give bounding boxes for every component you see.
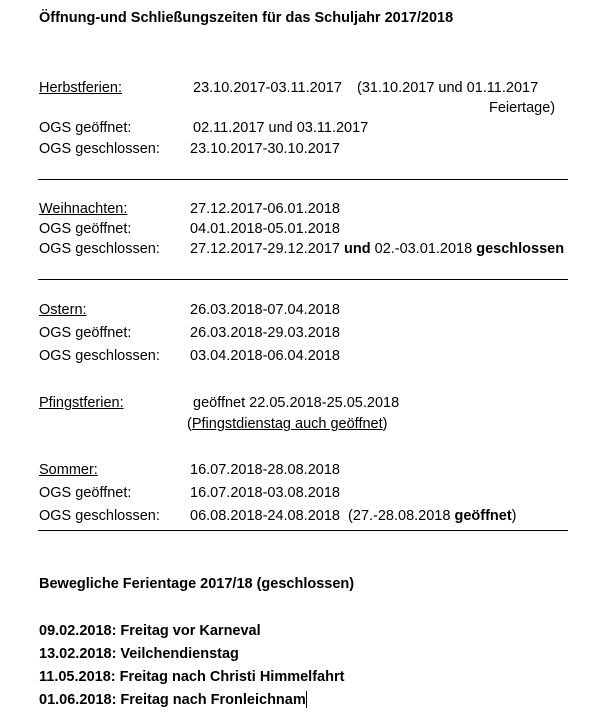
pfingsten-note-text: Pfingstdienstag auch geöffnet: [191, 416, 383, 432]
paren-open: (: [187, 416, 192, 432]
herbst-closed-label: OGS geschlossen:: [39, 141, 160, 157]
divider: [38, 530, 568, 531]
weihnachten-closed-value: [190, 240, 564, 258]
herbst-open-label: OGS geöffnet:: [39, 120, 132, 136]
sommer-label: Sommer:: [39, 462, 98, 478]
herbst-range: 23.10.2017-03.11.2017: [193, 80, 342, 96]
ostern-closed-value: 03.04.2018-06.04.2018: [190, 348, 340, 364]
weihnachten-range: 27.12.2017-06.01.2018: [190, 201, 340, 217]
movable-item: 01.06.2018: Freitag nach Fronleichnam: [39, 692, 306, 708]
weihnachten-label: Weihnachten:: [39, 201, 128, 217]
ostern-label: Ostern:: [39, 302, 87, 318]
text-cursor: [306, 691, 307, 708]
sommer-closed-note-post: ): [511, 508, 517, 524]
herbst-note-line1: (31.10.2017 und 01.11.2017: [357, 80, 539, 96]
sommer-closed-range: 06.08.2018-24.08.2018: [190, 508, 340, 524]
weihnachten-closed-and: und: [344, 241, 371, 257]
page-title: Öffnung-und Schließungszeiten für das Schuljahr 2017/2018: [39, 10, 454, 26]
movable-item: 09.02.2018: Freitag vor Karneval: [39, 623, 261, 639]
pfingsten-note: [187, 415, 387, 433]
movable-item: 11.05.2018: Freitag nach Christi Himmelfahrt: [39, 669, 345, 685]
movable-item: 13.02.2018: Veilchendienstag: [39, 646, 239, 662]
weihnachten-open-label: OGS geöffnet:: [39, 221, 132, 237]
sommer-closed-note-pre: (27.-28.08.2018: [348, 508, 451, 524]
sommer-range: 16.07.2018-28.08.2018: [190, 462, 340, 478]
weihnachten-closed-range2: 02.-03.01.2018: [374, 241, 473, 257]
weihnachten-closed-label: OGS geschlossen:: [39, 241, 160, 257]
paren-close: ): [382, 416, 388, 432]
pfingsten-value: geöffnet 22.05.2018-25.05.2018: [193, 395, 400, 411]
herbst-note-line2: Feiertage): [489, 100, 556, 116]
sommer-closed-value: [190, 507, 517, 525]
ostern-open-value: 26.03.2018-29.03.2018: [190, 325, 340, 341]
ostern-closed-label: OGS geschlossen:: [39, 348, 160, 364]
divider: [38, 179, 568, 180]
weihnachten-open-value: 04.01.2018-05.01.2018: [190, 221, 340, 237]
ostern-range: 26.03.2018-07.04.2018: [190, 302, 340, 318]
ostern-open-label: OGS geöffnet:: [39, 325, 132, 341]
divider: [38, 279, 568, 280]
herbst-closed-value: 23.10.2017-30.10.2017: [190, 141, 340, 157]
sommer-closed-label: OGS geschlossen:: [39, 508, 160, 524]
pfingsten-label: Pfingstferien:: [39, 395, 124, 411]
sommer-open-value: 16.07.2018-03.08.2018: [190, 485, 340, 501]
sommer-closed-note-bold: geöffnet: [454, 508, 512, 524]
herbst-open-value: 02.11.2017 und 03.11.2017: [193, 120, 369, 136]
sommer-open-label: OGS geöffnet:: [39, 485, 132, 501]
herbst-label: Herbstferien:: [39, 80, 123, 96]
weihnachten-closed-range: 27.12.2017-29.12.2017: [190, 241, 340, 257]
movable-heading: Bewegliche Ferientage 2017/18 (geschlossen): [39, 576, 355, 592]
weihnachten-closed-suffix: geschlossen: [476, 241, 565, 257]
